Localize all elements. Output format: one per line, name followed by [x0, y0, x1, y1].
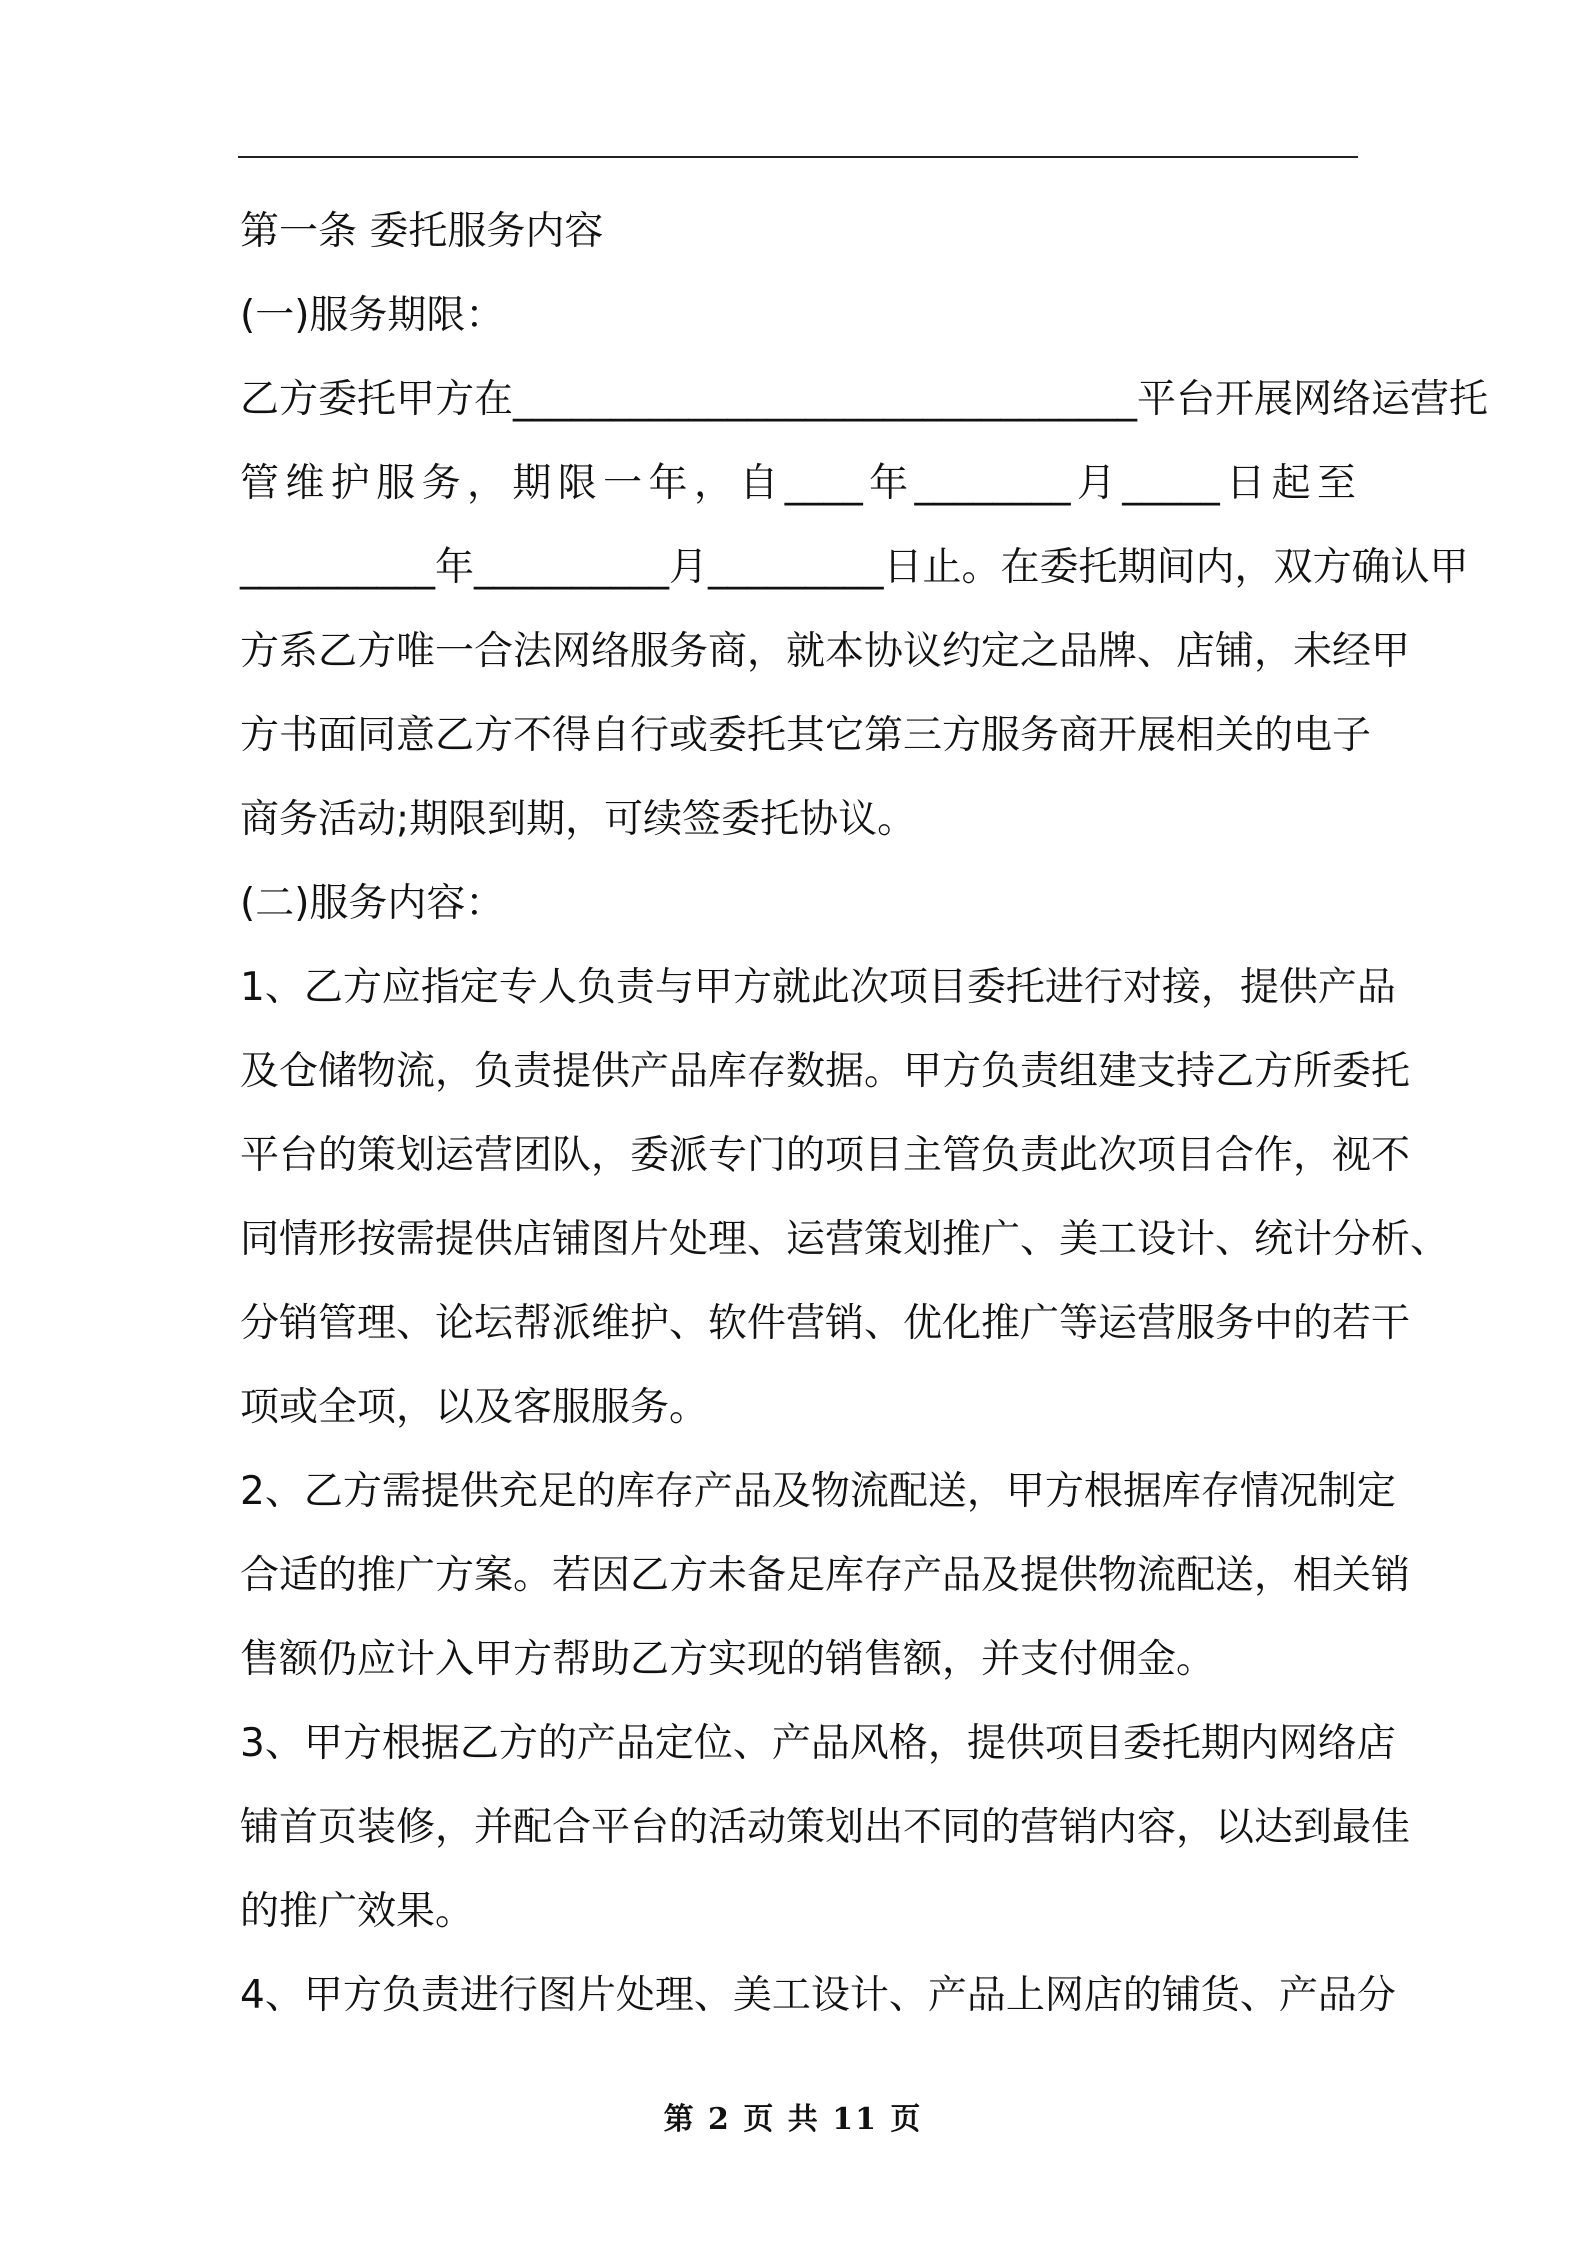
body-line: 铺首页装修，并配合平台的活动策划出不同的营销内容，以达到最佳 — [240, 1805, 1411, 1850]
body-line: 方系乙方唯一合法网络服务商，就本协议约定之品牌、店铺，未经甲 — [240, 629, 1411, 674]
body-line: 2、乙方需提供充足的库存产品及物流配送，甲方根据库存情况制定 — [240, 1469, 1396, 1514]
body-line: 4、甲方负责进行图片处理、美工设计、产品上网店的铺货、产品分 — [240, 1973, 1396, 2018]
page-number: 第 2 页 共 11 页 — [663, 2102, 923, 2137]
body-line: __________年__________月_________日止。在委托期间内，双方确认甲 — [240, 545, 1469, 590]
body-line: 项或全项，以及客服服务。 — [240, 1385, 709, 1430]
body-line: 合适的推广方案。若因乙方未备足库存产品及提供物流配送，相关销 — [240, 1553, 1411, 1598]
body-line: 商务活动;期限到期，可续签委托协议。 — [240, 797, 917, 842]
body-line: 3、甲方根据乙方的产品定位、产品风格，提供项目委托期内网络店 — [240, 1721, 1396, 1766]
body-line: 方书面同意乙方不得自行或委托其它第三方服务商开展相关的电子 — [240, 713, 1372, 758]
document-body — [240, 190, 1489, 2038]
body-line: 1、乙方应指定专人负责与甲方就此次项目委托进行对接，提供产品 — [240, 965, 1396, 1010]
header-divider — [238, 156, 1358, 158]
body-line: 同情形按需提供店铺图片处理、运营策划推广、美工设计、统计分析、 — [240, 1217, 1450, 1262]
body-line: 分销管理、论坛帮派维护、软件营销、优化推广等运营服务中的若干 — [240, 1301, 1411, 1346]
body-line: 售额仍应计入甲方帮助乙方实现的销售额，并支付佣金。 — [240, 1637, 1216, 1682]
subsection-heading: (一)服务期限： — [240, 293, 505, 338]
body-line: 管维护服务，期限一年，自____年________月_____日起至 — [240, 461, 1356, 506]
body-line: 乙方委托甲方在________________________________平台开展网络运营托 — [240, 377, 1489, 422]
body-line: 的推广效果。 — [240, 1889, 475, 1934]
subsection-heading: (二)服务内容： — [240, 881, 505, 926]
body-line: 及仓储物流，负责提供产品库存数据。甲方负责组建支持乙方所委托 — [240, 1049, 1411, 1094]
section-heading: 第一条 委托服务内容 — [240, 209, 604, 254]
body-line: 平台的策划运营团队，委派专门的项目主管负责此次项目合作，视不 — [240, 1133, 1411, 1178]
